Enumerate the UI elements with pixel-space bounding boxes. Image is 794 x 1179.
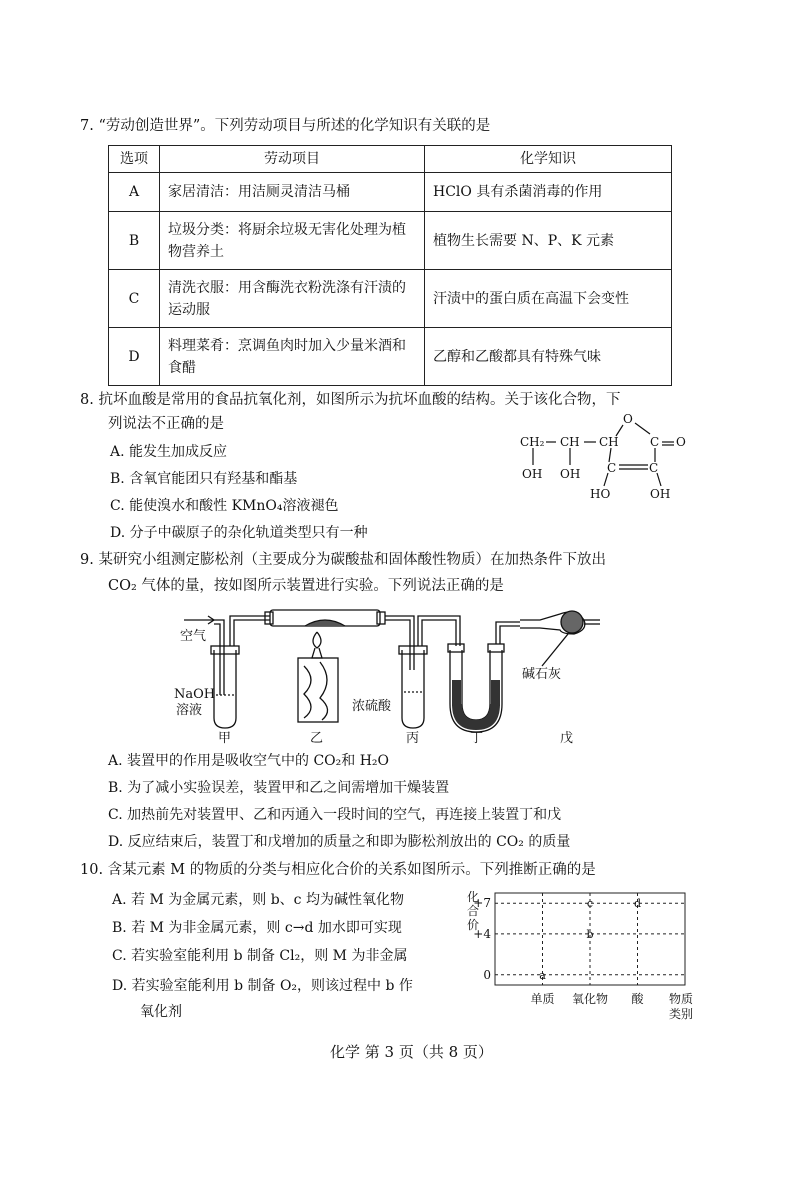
header-option: 选项 (109, 146, 160, 173)
struct-ch: CH (560, 435, 580, 449)
struct-c-right: C (649, 461, 659, 475)
page-footer: 化学 第 3 页（共 8 页） (330, 1043, 493, 1061)
row-labor: 垃圾分类：将厨余垃圾无害化处理为植物营养土 (160, 212, 425, 270)
chart-xlabel (669, 991, 693, 1021)
struct-ho: HO (590, 487, 611, 501)
q8-option-b: B. 含氧官能团只有羟基和酯基 (110, 471, 298, 487)
row-labor: 家居清洁：用洁厕灵清洁马桶 (160, 173, 425, 212)
q10-option-d: D. 若实验室能利用 b 制备 O₂，则该过程中 b 作 (112, 978, 413, 994)
row-option: A (109, 173, 160, 212)
chart-xlabel-line1: 物质 (668, 992, 694, 1006)
table-row (109, 173, 672, 212)
q9-stem-line1: 9. 某研究小组测定膨松剂（主要成分为碳酸盐和固体酸性物质）在加热条件下放出 (80, 552, 606, 568)
label-ding: 丁 (470, 731, 484, 746)
row-knowledge: 植物生长需要 N、P、K 元素 (425, 212, 672, 270)
ascorbic-acid-structure (510, 410, 710, 505)
row-knowledge: 汗渍中的蛋白质在高温下会变性 (425, 270, 672, 328)
header-labor: 劳动项目 (160, 146, 425, 173)
chart-xlabel-line2: 类别 (668, 1007, 694, 1021)
q10-stem: 10. 含某元素 M 的物质的分类与相应化合价的关系如图所示。下列推断正确的是 (80, 862, 596, 878)
chart-ylabel-char: 价 (467, 918, 480, 932)
struct-oh4: OH (650, 487, 671, 501)
q9-option-b: B. 为了减小实验误差，装置甲和乙之间需增加干燥装置 (108, 780, 450, 796)
q8-option-a: A. 能发生加成反应 (110, 444, 228, 460)
struct-ch-ring: CH (599, 435, 619, 449)
chart-xtick: 酸 (631, 992, 644, 1006)
q10-option-a: A. 若 M 为金属元素，则 b、c 均为碱性氧化物 (112, 892, 404, 908)
label-yi: 乙 (310, 731, 324, 746)
q8-option-c: C. 能使溴水和酸性 KMnO₄溶液褪色 (110, 498, 339, 514)
q10-option-c: C. 若实验室能利用 b 制备 Cl₂，则 M 为非金属 (112, 948, 408, 964)
struct-ch2: CH₂ (520, 435, 545, 449)
q8-option-d: D. 分子中碳原子的杂化轨道类型只有一种 (110, 525, 368, 541)
q9-option-d: D. 反应结束后，装置丁和戊增加的质量之和即为膨松剂放出的 CO₂ 的质量 (108, 834, 571, 850)
label-conc-acid: 浓硫酸 (352, 699, 392, 714)
row-option: C (109, 270, 160, 328)
q9-option-c: C. 加热前先对装置甲、乙和丙通入一段时间的空气，再连接上装置丁和戊 (108, 807, 562, 823)
q10-option-b: B. 若 M 为非金属元素，则 c→d 加水即可实现 (112, 920, 402, 936)
table-row (109, 270, 672, 328)
struct-o-carbonyl: O (676, 435, 686, 449)
chart-point: b (586, 927, 594, 941)
apparatus-diagram (170, 600, 610, 750)
q8-stem-line2: 列说法不正确的是 (108, 416, 224, 432)
chart-point: c (586, 897, 594, 911)
q7-table (108, 145, 672, 386)
q10-option-d-cont: 氧化剂 (140, 1004, 182, 1020)
row-option: D (109, 328, 160, 386)
chart-xtick: 氧化物 (571, 992, 609, 1006)
chart-xtick: 单质 (530, 992, 555, 1006)
valence-chart (455, 885, 710, 1025)
q9-stem-line2: CO₂ 气体的量，按如图所示装置进行实验。下列说法正确的是 (108, 578, 504, 594)
label-soda-lime: 碱石灰 (522, 667, 562, 682)
q9-option-a: A. 装置甲的作用是吸收空气中的 CO₂和 H₂O (108, 753, 390, 769)
q7-stem: 7. “劳动创造世界”。下列劳动项目与所述的化学知识有关联的是 (80, 118, 491, 134)
row-option: B (109, 212, 160, 270)
header-knowledge: 化学知识 (425, 146, 672, 173)
row-labor: 清洗衣服：用含酶洗衣粉洗涤有汗渍的运动服 (160, 270, 425, 328)
chart-point: d (633, 897, 642, 911)
struct-oh1: OH (522, 467, 543, 481)
row-knowledge: 乙醇和乙酸都具有特殊气味 (425, 328, 672, 386)
label-naoh: NaOH (174, 687, 216, 702)
chart-ytick: +7 (473, 896, 491, 911)
label-jia: 甲 (218, 731, 232, 746)
table-row (109, 212, 672, 270)
label-wu: 戊 (560, 731, 574, 746)
row-knowledge: HClO 具有杀菌消毒的作用 (425, 173, 672, 212)
label-air: 空气 (180, 629, 207, 644)
struct-c-left: C (607, 461, 617, 475)
table-row (109, 328, 672, 386)
chart-ylabel-char: 合 (467, 904, 480, 918)
chart-ylabel-char: 化 (467, 890, 480, 904)
struct-oh2: OH (560, 467, 581, 481)
q8-stem-line1: 8. 抗坏血酸是常用的食品抗氧化剂，如图所示为抗坏血酸的结构。关于该化合物，下 (80, 392, 621, 408)
table-header-row (109, 146, 672, 173)
chart-ytick: 0 (483, 967, 491, 982)
row-labor: 料理菜肴：烹调鱼肉时加入少量米酒和食醋 (160, 328, 425, 386)
chart-ytick: +4 (473, 926, 491, 941)
label-naoh-solution: 溶液 (176, 703, 203, 718)
label-bing: 丙 (406, 731, 420, 746)
chart-point: a (539, 968, 546, 982)
struct-c-carbonyl: C (650, 435, 660, 449)
struct-o-ring: O (623, 412, 633, 426)
